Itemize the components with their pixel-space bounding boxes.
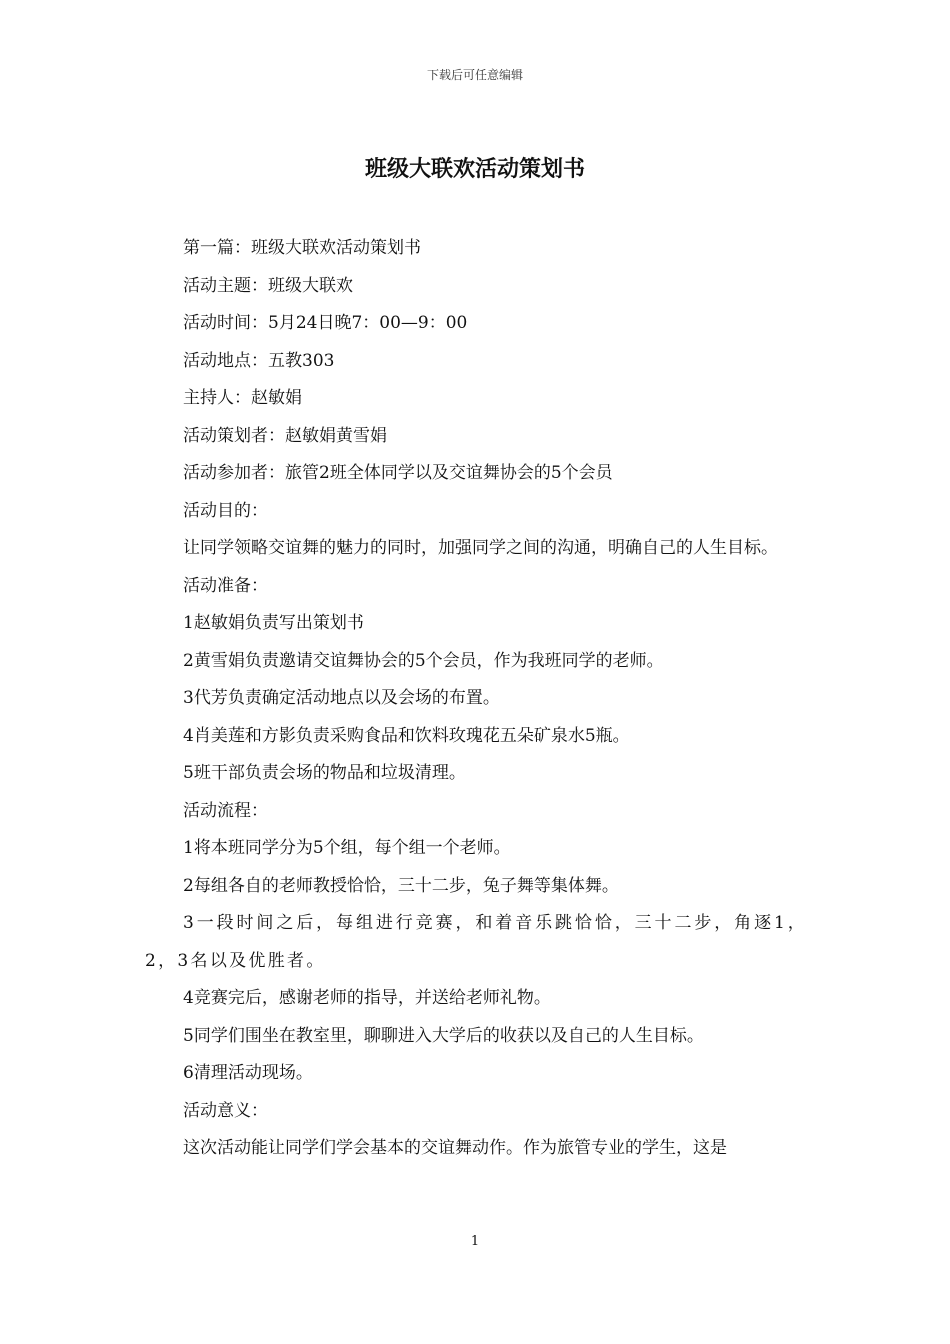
paragraph-purpose: 让同学领略交谊舞的魅力的同时，加强同学之间的沟通，明确自己的人生目标。 <box>183 538 778 558</box>
paragraph-host: 主持人：赵敏娟 <box>183 388 302 408</box>
paragraph-location: 活动地点：五教303 <box>183 350 335 371</box>
paragraph-flow-3: 3一段时间之后，每组进行竞赛，和着音乐跳恰恰，三十二步，角逐1，2，3名以及优胜者。 <box>145 913 807 971</box>
paragraph-prep-1: 1赵敏娟负责写出策划书 <box>183 613 364 633</box>
page-header: 下载后可任意编辑 <box>426 68 523 82</box>
paragraph-flow-6: 6清理活动现场。 <box>183 1063 313 1083</box>
paragraph-time: 活动时间：5月24日晚7：00—9：00 <box>183 313 468 333</box>
paragraph-prep-heading: 活动准备： <box>183 575 268 596</box>
paragraph-flow-heading: 活动流程： <box>183 800 268 821</box>
paragraph-purpose-heading: 活动目的： <box>183 500 268 521</box>
paragraph-prep-2: 2黄雪娟负责邀请交谊舞协会的5个会员，作为我班同学的老师。 <box>183 650 664 671</box>
paragraph-theme: 活动主题：班级大联欢 <box>183 275 353 296</box>
document-body <box>145 230 807 1168</box>
paragraph-flow-5: 5同学们围坐在教室里，聊聊进入大学后的收获以及自己的人生目标。 <box>183 1025 704 1046</box>
paragraph-planners: 活动策划者：赵敏娟黄雪娟 <box>183 425 387 446</box>
page-number: 1 <box>470 1234 480 1249</box>
paragraph-prep-5: 5班干部负责会场的物品和垃圾清理。 <box>183 763 466 783</box>
paragraph-prep-3: 3代芳负责确定活动地点以及会场的布置。 <box>183 688 500 708</box>
paragraph-participants: 活动参加者：旅管2班全体同学以及交谊舞协会的5个会员 <box>183 463 613 483</box>
paragraph-flow-4: 4竞赛完后，感谢老师的指导，并送给老师礼物。 <box>183 988 551 1008</box>
paragraph-flow-2: 2每组各自的老师教授恰恰，三十二步，兔子舞等集体舞。 <box>183 875 619 896</box>
paragraph-significance: 这次活动能让同学们学会基本的交谊舞动作。作为旅管专业的学生，这是 <box>183 1138 727 1158</box>
paragraph-significance-heading: 活动意义： <box>183 1100 268 1121</box>
paragraph-flow-1: 1将本班同学分为5个组，每个组一个老师。 <box>183 838 511 858</box>
document-title: 班级大联欢活动策划书 <box>364 157 585 182</box>
paragraph-section-heading: 第一篇：班级大联欢活动策划书 <box>183 238 421 258</box>
paragraph-prep-4: 4肖美莲和方影负责采购食品和饮料玫瑰花五朵矿泉水5瓶。 <box>183 725 630 746</box>
